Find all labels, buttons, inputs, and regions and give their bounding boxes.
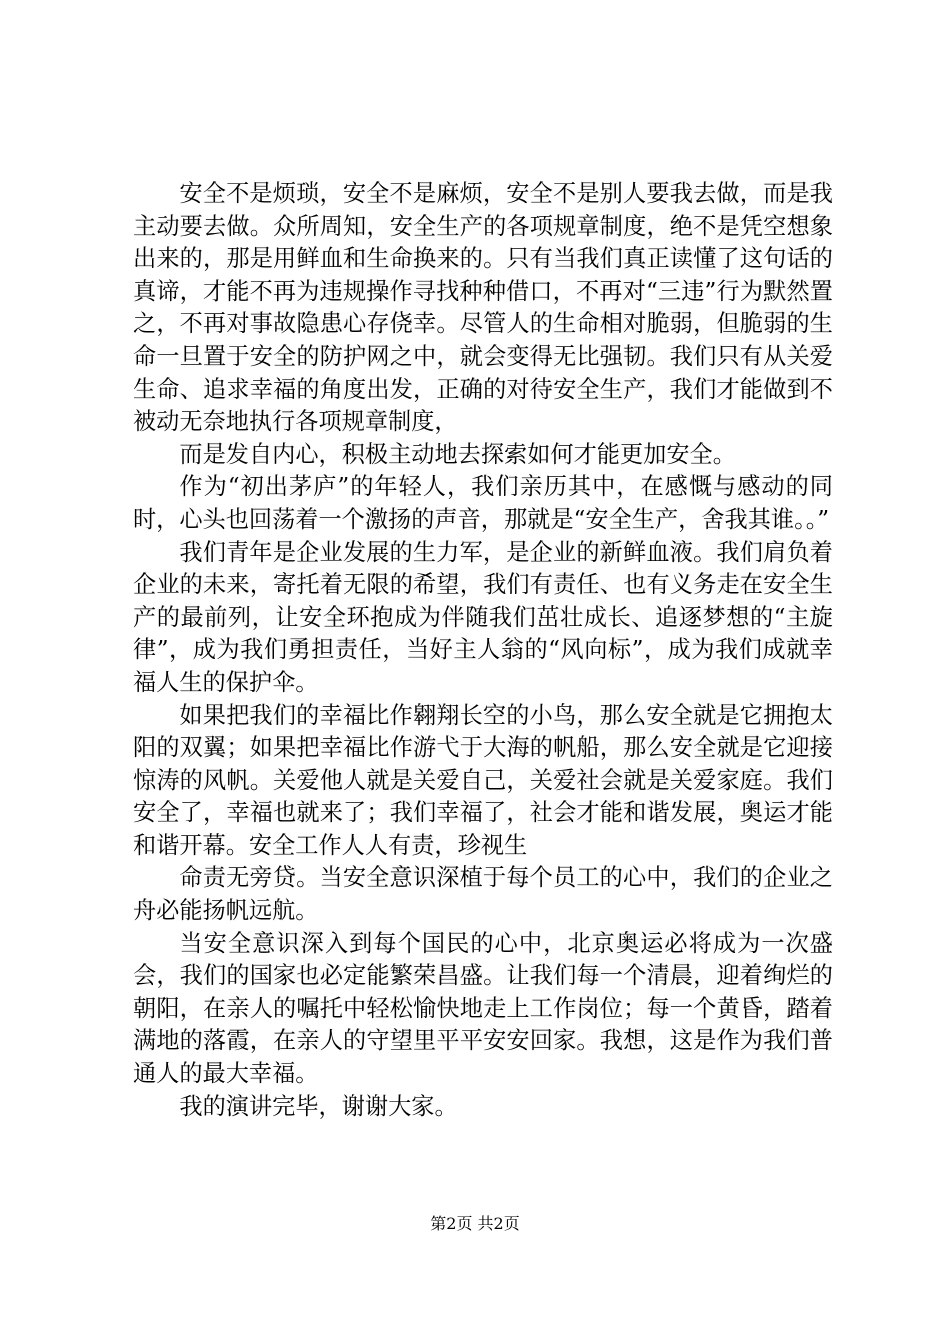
paragraph: 作为“初出茅庐”的年轻人，我们亲历其中，在感慨与感动的同时，心头也回荡着一个激扬的声音，那就是“安全生产，舍我其谁。。” [133,473,833,533]
paragraph: 安全不是烦琐，安全不是麻烦，安全不是别人要我去做，而是我主动要去做。众所周知，安全生产的各项规章制度，绝不是凭空想象出来的，那是用鲜血和生命换来的。只有当我们真正读懂了这句话的真谛，才能不再为违规操作寻找种种借口，不再对“三违”行为默然置之，不再对事故隐患心存侥幸。尽管人的生命相对脆弱，但脆弱的生命一旦置于安全的防护网之中，就会变得无比强韧。我们只有从关爱生命、追求幸福的角度出发，正确的对待安全生产，我们才能做到不被动无奈地执行各项规章制度， [133,180,833,436]
paragraph: 当安全意识深入到每个国民的心中，北京奥运必将成为一次盛会，我们的国家也必定能繁荣昌盛。让我们每一个清晨，迎着绚烂的朝阳，在亲人的嘱托中轻松愉快地走上工作岗位；每一个黄昏，踏着满地的落霞，在亲人的守望里平平安安回家。我想，这是作为我们普通人的最大幸福。 [133,929,833,1088]
speech-body [133,178,833,1123]
page-number-footer: 第2页 共2页 [430,1214,520,1233]
paragraph: 而是发自内心，积极主动地去探索如何才能更加安全。 [179,440,736,468]
paragraph: 我的演讲完毕，谢谢大家。 [179,1092,458,1120]
paragraph: 如果把我们的幸福比作翱翔长空的小鸟，那么安全就是它拥抱太阳的双翼；如果把幸福比作游弋于大海的帆船，那么安全就是它迎接惊涛的风帆。关爱他人就是关爱自己，关爱社会就是关爱家庭。我们安全了，幸福也就来了；我们幸福了，社会才能和谐发展，奥运才能和谐开幕。安全工作人人有责，珍视生 [133,701,833,859]
paragraph: 我们青年是企业发展的生力军，是企业的新鲜血液。我们肩负着企业的未来，寄托着无限的希望，我们有责任、也有义务走在安全生产的最前列，让安全环抱成为伴随我们茁壮成长、追逐梦想的“主旋律”，成为我们勇担责任，当好主人翁的“风向标”，成为我们成就幸福人生的保护伞。 [133,538,833,696]
paragraph: 命责无旁贷。当安全意识深植于每个员工的心中，我们的企业之舟必能扬帆远航。 [133,864,833,925]
